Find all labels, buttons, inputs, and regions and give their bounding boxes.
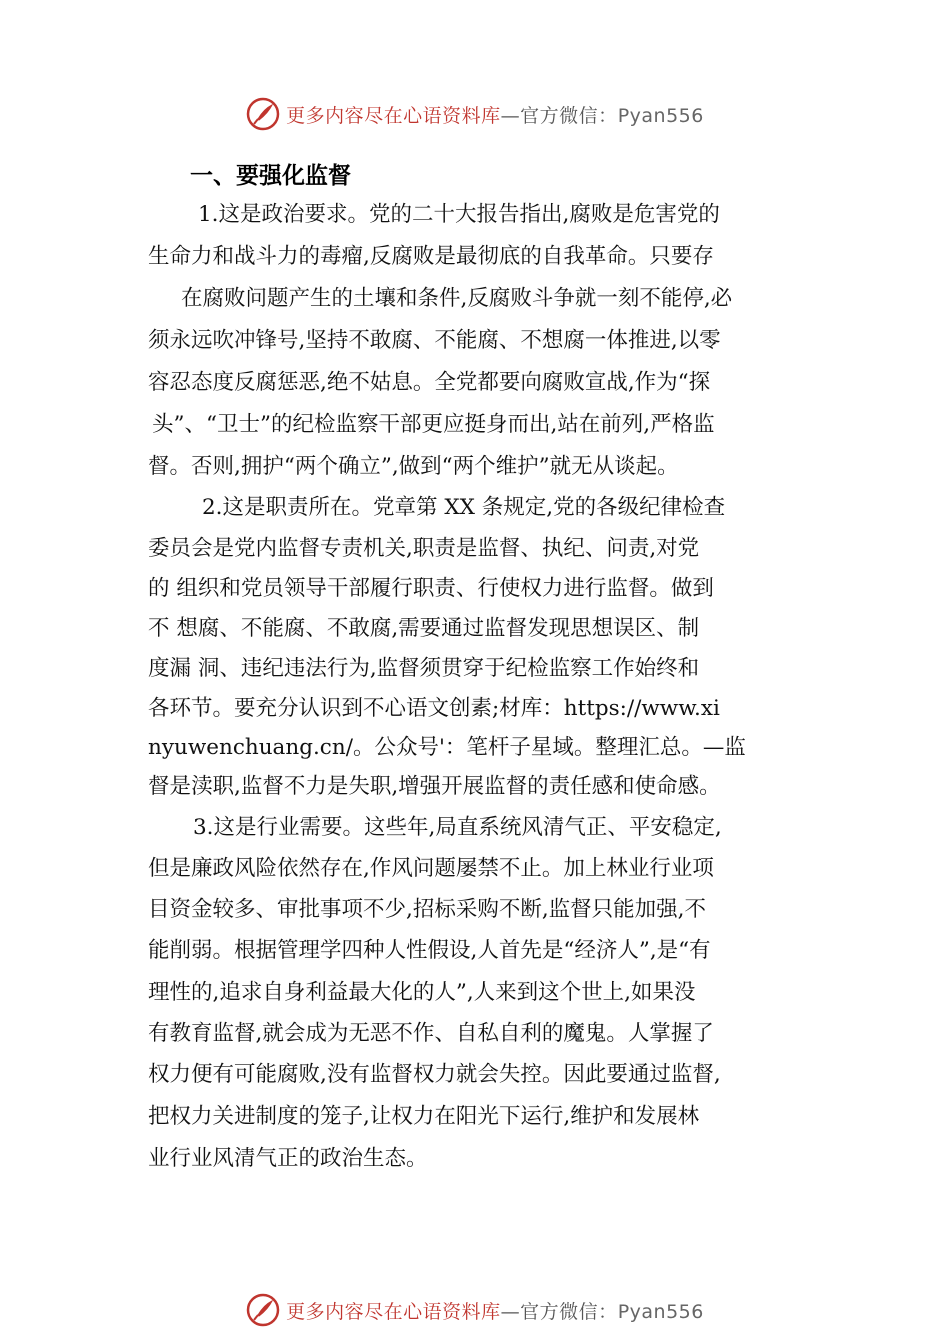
- body-line: 在腐败问题产生的土壤和条件,反腐败斗争就一刻不能停,必: [181, 286, 733, 311]
- footer-banner: [0, 1290, 950, 1330]
- body-line: 须永远吹冲锋号,坚持不敢腐、不能腐、不想腐一体推进,以零: [148, 328, 721, 353]
- body-line: 把权力关进制度的笼子,让权力在阳光下运行,维护和发展林: [148, 1104, 700, 1129]
- body-line: 不 想腐、不能腐、不敢腐,需要通过监督发现思想误区、制: [148, 616, 700, 641]
- banner-label: 官方微信：: [520, 1300, 618, 1323]
- banner-text: [286, 1297, 704, 1324]
- banner-title: 更多内容尽在心语资料库: [286, 1300, 501, 1323]
- body-line: 业行业风清气正的政治生态。: [148, 1146, 428, 1171]
- body-line: 生命力和战斗力的毒瘤,反腐败是最彻底的自我革命。只要存: [148, 244, 714, 269]
- body-line: 的 组织和党员领导干部履行职责、行使权力进行监督。做到: [148, 576, 714, 601]
- banner-dash: —: [500, 1300, 521, 1323]
- banner-title: 更多内容尽在心语资料库: [286, 104, 501, 127]
- body-line: 但是廉政风险依然存在,作风问题屡禁不止。加上林业行业项: [148, 856, 714, 881]
- banner-label: 官方微信：: [520, 104, 618, 127]
- body-line: 督是渎职,监督不力是失职,增强开展监督的责任感和使命感。: [148, 774, 721, 799]
- body-line: 度漏 洞、违纪违法行为,监督须贯穿于纪检监察工作始终和: [148, 656, 700, 681]
- quill-logo-icon: [246, 1293, 280, 1327]
- banner-text: [286, 101, 704, 128]
- body-line: 3.这是行业需要。这些年,局直系统风清气正、平安稳定,: [193, 815, 722, 840]
- banner-wechat-id: Pyan556: [617, 1300, 704, 1323]
- banner-dash: —: [500, 104, 521, 127]
- body-line: 头”、“卫士”的纪检监察干部更应挺身而出,站在前列,严格监: [152, 412, 715, 437]
- body-line: nyuwenchuang.cn/。公众号'：笔杆子星域。整理汇总。—监: [148, 735, 746, 760]
- body-line: 目资金较多、审批事项不少,招标采购不断,监督只能加强,不: [148, 897, 707, 922]
- body-line: 督。否则,拥护“两个确立”,做到“两个维护”就无从谈起。: [148, 454, 679, 479]
- quill-logo-icon: [246, 97, 280, 131]
- body-line: 权力便有可能腐败,没有监督权力就会失控。因此要通过监督,: [148, 1062, 721, 1087]
- body-line: 理性的,追求自身利益最大化的人”,人来到这个世上,如果没: [148, 980, 696, 1005]
- body-line: 1.这是政治要求。党的二十大报告指出,腐败是危害党的: [198, 202, 720, 227]
- body-line: 委员会是党内监督专责机关,职责是监督、执纪、问责,对党: [148, 536, 700, 561]
- header-banner: [0, 94, 950, 134]
- body-line: 容忍态度反腐惩恶,绝不姑息。全党都要向腐败宣战,作为“探: [148, 370, 711, 395]
- body-line: 2.这是职责所在。党章第 XX 条规定,党的各级纪律检查: [202, 495, 726, 520]
- body-line: 有教育监督,就会成为无恶不作、自私自利的魔鬼。人掌握了: [148, 1021, 714, 1046]
- body-line: 各环节。要充分认识到不心语文创素;材库：https://www.xi: [148, 696, 720, 721]
- banner-wechat-id: Pyan556: [617, 104, 704, 127]
- body-line: 能削弱。根据管理学四种人性假设,人首先是“经济人”,是“有: [148, 938, 711, 963]
- section-heading: 一、要强化监督: [190, 163, 351, 189]
